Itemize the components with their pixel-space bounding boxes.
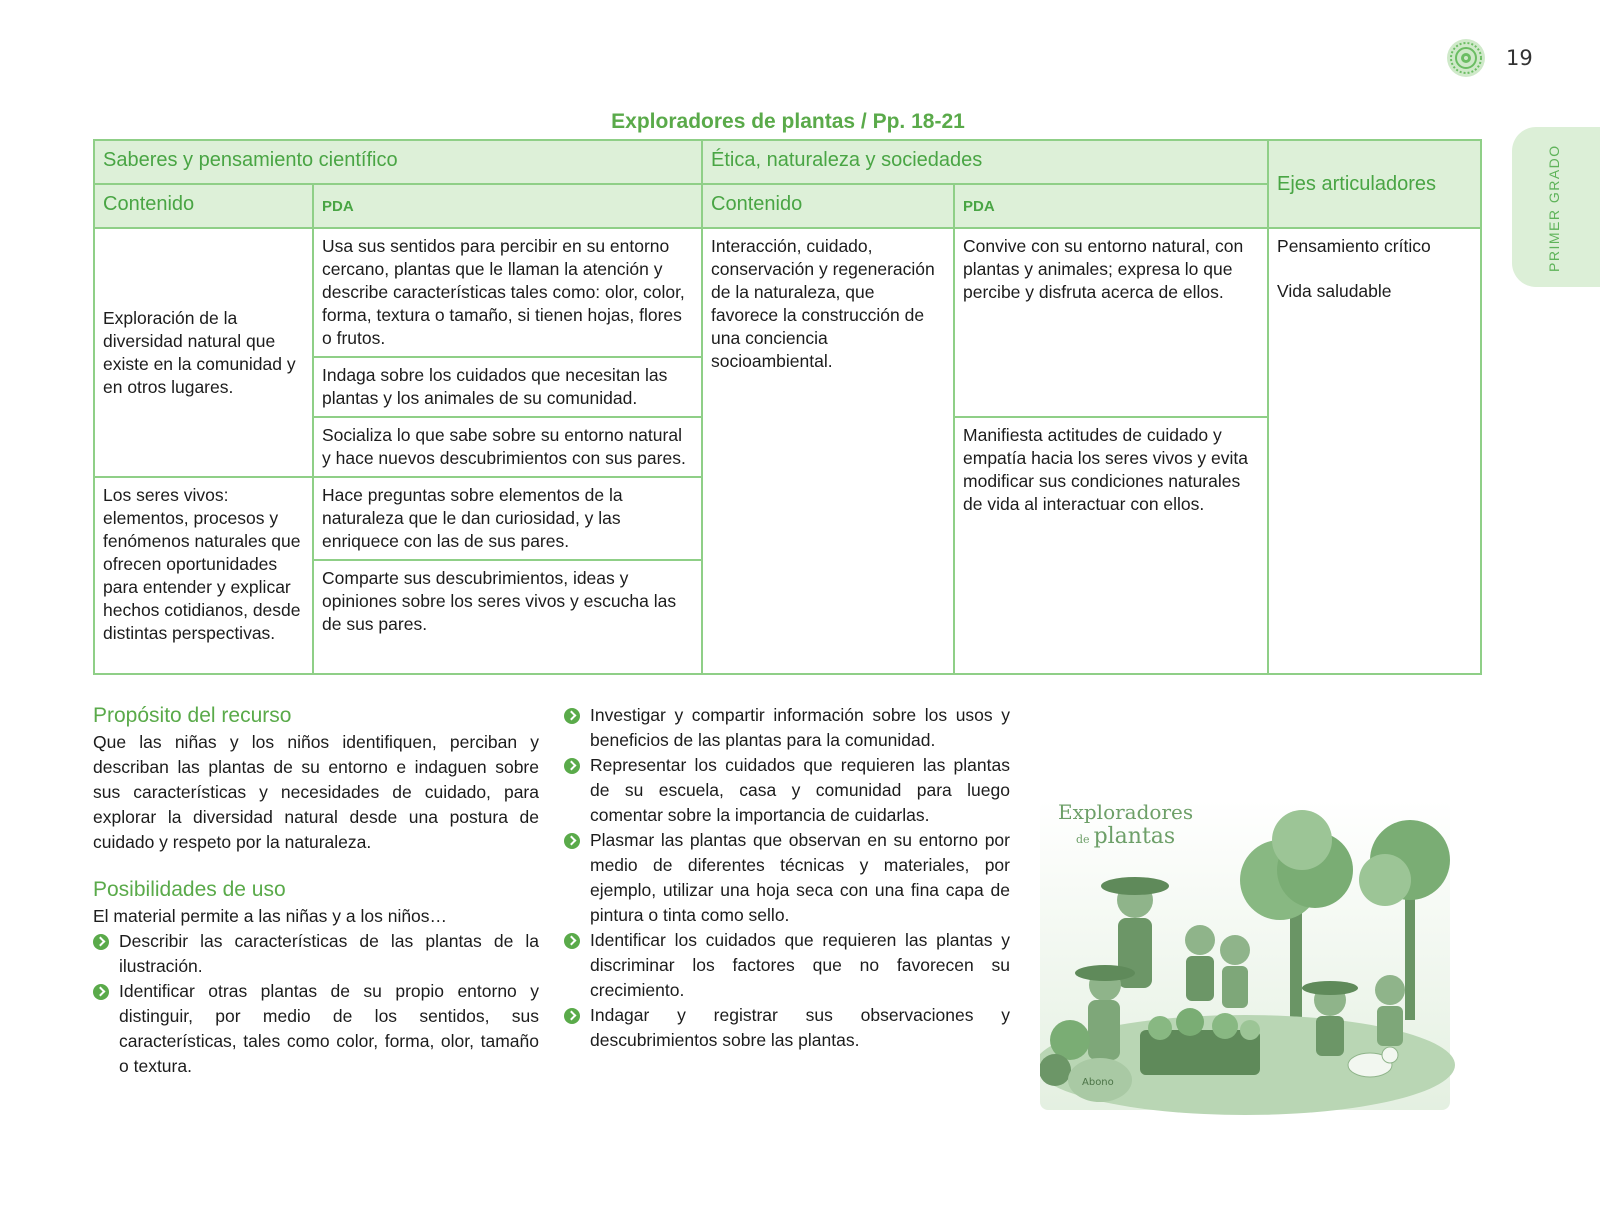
proposito-text: Que las niñas y los niños identifiquen, perciban y describan las plantas de su entorno e indaguen sobre sus características y necesidades de cuidado, para explorar la diversidad natural desde una postura de cuidado y respeto por la naturaleza. — [93, 732, 539, 852]
list-item: Investigar y compartir información sobre los usos y beneficios de las plantas para la comunidad. — [564, 703, 1010, 753]
header-ejes: Ejes articuladores — [1268, 140, 1481, 228]
saberes-pda-3: Socializa lo que sabe sobre su entorno natural y hace nuevos descubrimientos con sus pares. — [313, 417, 702, 477]
sack-label: Abono — [1082, 1077, 1114, 1088]
proposito-title: Propósito del recurso — [93, 704, 292, 727]
ejes-cell — [1268, 228, 1481, 674]
saberes-contenido-1: Exploración de la diversidad natural que existe en la comunidad y en otros lugares. — [94, 228, 313, 477]
etica-pda-1: Convive con su entorno natural, con plantas y animales; expresa lo que percibe y disfruta acerca de ellos. — [954, 228, 1268, 417]
arrow-bullet-icon — [564, 1008, 580, 1024]
posibilidades-intro: El material permite a las niñas y a los niños… — [93, 906, 448, 926]
eje-item: Vida saludable — [1277, 281, 1392, 301]
left-text-column — [93, 703, 539, 1079]
header-contenido-etica: Contenido — [702, 184, 954, 228]
list-item: Identificar los cuidados que requieren las plantas y discriminar los factores que no favorecen su crecimiento. — [564, 928, 1010, 1003]
arrow-bullet-icon — [564, 708, 580, 724]
list-item: Indagar y registrar sus observaciones y descubrimientos sobre las plantas. — [564, 1003, 1010, 1053]
header-saberes: Saberes y pensamiento científico — [94, 140, 702, 184]
saberes-pda-4: Hace preguntas sobre elementos de la naturaleza que le dan curiosidad, y las enriquece con las de sus pares. — [313, 477, 702, 560]
list-item: Plasmar las plantas que observan en su entorno por medio de diferentes técnicas y materiales, por ejemplo, utilizar una hoja seca con una fina capa de pintura o tinta como sello. — [564, 828, 1010, 928]
garden-scene-image — [1040, 800, 1470, 1140]
grade-label: PRIMER GRADO — [1546, 144, 1562, 272]
posibilidades-title: Posibilidades de uso — [93, 878, 286, 901]
cover-illustration — [1040, 800, 1470, 1140]
page-number: 19 — [1506, 46, 1533, 70]
right-text-column — [564, 703, 1010, 1053]
saberes-pda-2: Indaga sobre los cuidados que necesitan las plantas y los animales de su comunidad. — [313, 357, 702, 417]
etica-pda-2: Manifiesta actitudes de cuidado y empatía hacia los seres vivos y evita modificar sus condiciones naturales de vida al interactuar con ellos. — [954, 417, 1268, 674]
list-item: Identificar otras plantas de su propio entorno y distinguir, por medio de los sentidos, sus características, tales como color, forma, olor, tamaño o textura. — [93, 979, 539, 1079]
list-item: Describir las características de las plantas de la ilustración. — [93, 929, 539, 979]
table-title: Exploradores de plantas / Pp. 18-21 — [611, 110, 965, 133]
header-pda-etica: PDA — [954, 184, 1268, 228]
arrow-bullet-icon — [564, 833, 580, 849]
saberes-pda-5: Comparte sus descubrimientos, ideas y opiniones sobre los seres vivos y escucha las de sus pares. — [313, 560, 702, 674]
etica-contenido: Interacción, cuidado, conservación y regeneración de la naturaleza, que favorece la construcción de una conciencia socioambiental. — [702, 228, 954, 674]
illustration-title: Exploradores de plantas — [1058, 800, 1194, 849]
eje-item: Pensamiento crítico — [1277, 236, 1431, 256]
list-item: Representar los cuidados que requieren las plantas de su escuela, casa y comunidad para luego comentar sobre la importancia de cuidarlas. — [564, 753, 1010, 828]
arrow-bullet-icon — [93, 984, 109, 1000]
saberes-pda-1: Usa sus sentidos para percibir en su entorno cercano, plantas que le llaman la atención y describe características tales como: olor, color, forma, textura o tamaño, si tienen hojas, flores o frutos. — [313, 228, 702, 357]
curriculum-table — [93, 139, 1482, 675]
header-etica: Ética, naturaleza y sociedades — [702, 140, 1268, 184]
posibilidades-list-left — [93, 929, 539, 1079]
posibilidades-list-right — [564, 703, 1010, 1053]
header-contenido-saberes: Contenido — [94, 184, 313, 228]
sun-logo-icon — [1446, 38, 1486, 78]
arrow-bullet-icon — [564, 758, 580, 774]
saberes-contenido-2: Los seres vivos: elementos, procesos y fenómenos naturales que ofrecen oportunidades para entender y explicar hechos cotidianos, desde distintas perspectivas. — [94, 477, 313, 674]
header-pda-saberes: PDA — [313, 184, 702, 228]
page-number-block — [1446, 38, 1556, 78]
arrow-bullet-icon — [93, 934, 109, 950]
arrow-bullet-icon — [564, 933, 580, 949]
grade-side-tab — [1512, 127, 1600, 287]
